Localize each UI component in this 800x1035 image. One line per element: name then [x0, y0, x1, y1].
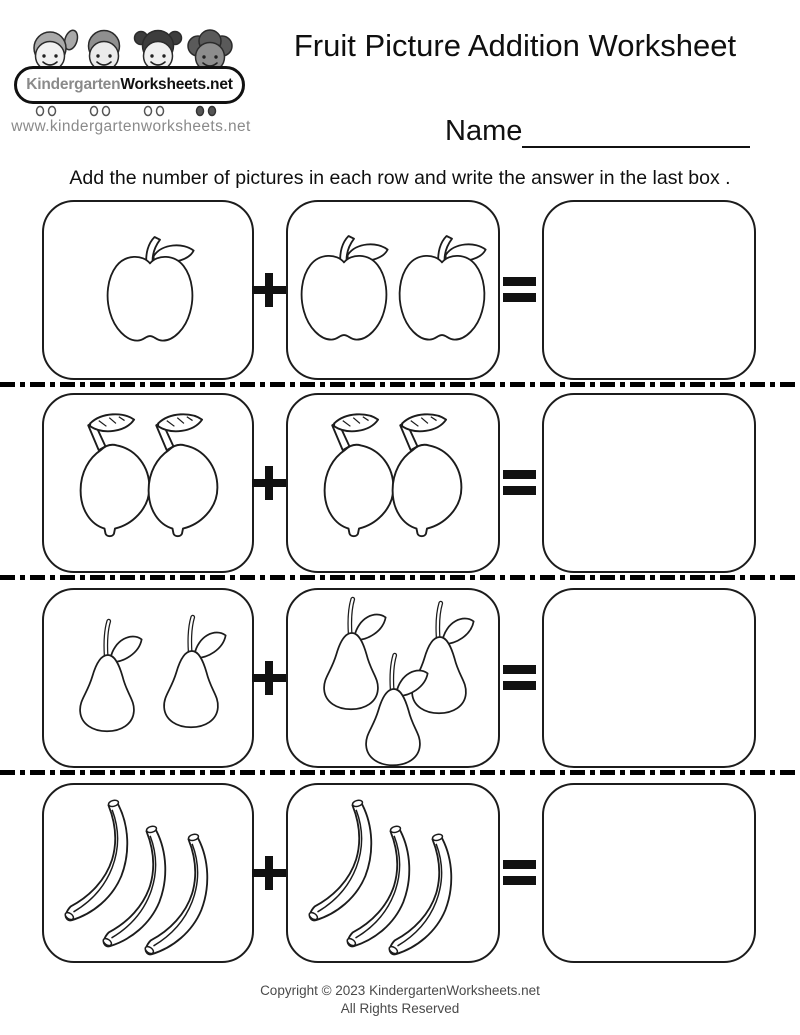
addend-box-1 [42, 588, 254, 768]
plus-sign [252, 273, 286, 307]
pear-image [68, 616, 146, 733]
name-blank-line [522, 110, 750, 148]
addend-box-2 [286, 588, 500, 768]
cut-line [0, 575, 800, 580]
addend-box-1 [42, 393, 254, 573]
equals-sign [503, 277, 536, 302]
addend-box-2 [286, 393, 500, 573]
equals-sign [503, 860, 536, 885]
footer [0, 982, 800, 1017]
name-label: Name [445, 115, 523, 147]
lemon-image [140, 409, 226, 543]
addend-box-2 [286, 783, 500, 963]
cut-line [0, 770, 800, 775]
pear-image [152, 612, 230, 729]
pear-image [354, 650, 432, 767]
copyright-line: Copyright © 2023 KindergartenWorksheets.net [260, 983, 540, 998]
banana-image [380, 829, 472, 958]
logo-website-url: www.kindergartenworksheets.net [11, 118, 251, 135]
apple-image [392, 234, 492, 348]
plus-sign [252, 466, 286, 500]
page-title: Fruit Picture Addition Worksheet [293, 28, 737, 63]
answer-box [542, 393, 756, 573]
rights-line: All Rights Reserved [340, 1000, 460, 1016]
logo-brand-second: Worksheets.net [120, 76, 233, 93]
name-field [445, 110, 750, 148]
addend-box-1 [42, 783, 254, 963]
addend-box-1 [42, 200, 254, 380]
banana-image [136, 829, 228, 958]
plus-sign [252, 856, 286, 890]
equals-sign [503, 470, 536, 495]
lemon-image [384, 409, 470, 543]
instruction-text: Add the number of pictures in each row and write the answer in the last box . [69, 167, 731, 189]
plus-sign [252, 661, 286, 695]
logo-banner [14, 66, 245, 104]
apple-image [294, 234, 394, 348]
cut-line [0, 382, 800, 387]
children-feet-icon [14, 102, 245, 120]
site-logo [11, 16, 251, 138]
apple-image [100, 235, 200, 349]
logo-brand-first: Kindergarten [26, 76, 121, 93]
answer-box [542, 588, 756, 768]
addend-box-2 [286, 200, 500, 380]
answer-box [542, 200, 756, 380]
answer-box [542, 783, 756, 963]
equals-sign [503, 665, 536, 690]
